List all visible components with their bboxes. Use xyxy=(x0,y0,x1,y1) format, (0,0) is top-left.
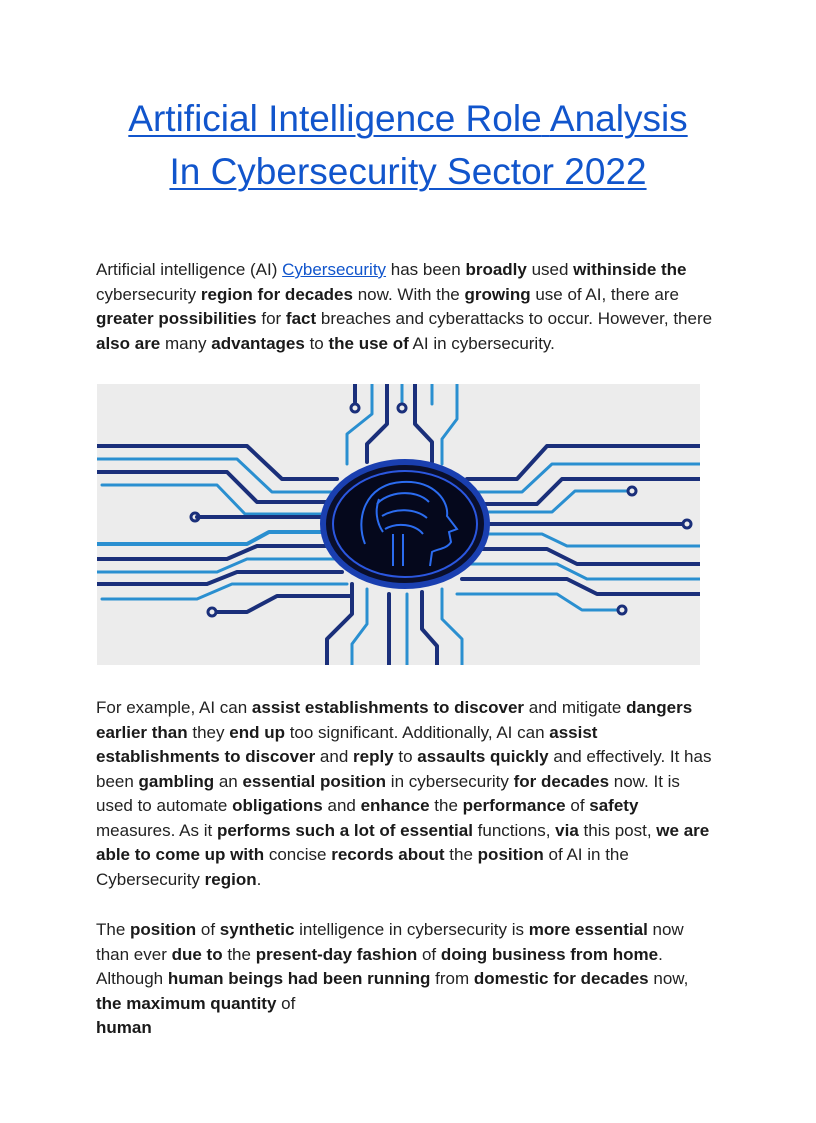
text-run: from xyxy=(430,969,474,988)
bold-text: dangers earlier than xyxy=(96,698,693,742)
text-run: concise xyxy=(264,845,332,864)
text-run: the xyxy=(429,796,463,815)
text-run: the xyxy=(444,845,478,864)
text-run: to xyxy=(393,747,418,766)
bold-text: the use of xyxy=(328,333,409,353)
bold-text: position xyxy=(477,845,544,864)
bold-text: performance xyxy=(462,796,566,815)
text-run: . xyxy=(256,869,262,889)
text-run: has been xyxy=(386,260,466,279)
bold-text: synthetic xyxy=(219,920,295,939)
bold-text: region xyxy=(204,869,257,889)
bold-text: fact xyxy=(285,309,317,328)
brain-circuit-image xyxy=(97,384,700,665)
text-run: use of AI, there are xyxy=(530,284,679,304)
bold-text: human xyxy=(96,1018,152,1037)
bold-text: broadly xyxy=(465,260,527,279)
title-link[interactable] xyxy=(128,98,687,192)
text-run: of xyxy=(417,944,441,964)
text-run: of xyxy=(565,796,590,815)
paragraph-intro xyxy=(96,258,716,356)
text-run: breaches and cyberattacks to occur. However, there xyxy=(316,309,713,328)
paragraph-example xyxy=(96,696,716,892)
brain-circuit-illustration xyxy=(97,384,700,665)
bold-text: assist establishments to discover xyxy=(96,722,598,766)
bold-text: via xyxy=(555,820,579,840)
bold-text: obligations xyxy=(232,796,323,815)
cybersecurity-link[interactable]: Cybersecurity xyxy=(282,260,387,279)
text-run: now. With the xyxy=(352,284,465,304)
text-run: and xyxy=(322,796,361,815)
text-run: cybersecurity xyxy=(96,284,201,304)
title-part1: Artificial Intelligence Role xyxy=(128,98,542,139)
text-run: . Although xyxy=(96,944,663,988)
text-run: now. It is used to automate xyxy=(96,771,680,815)
bold-text: assist establishments to discover xyxy=(251,698,525,717)
text-run: used xyxy=(526,260,574,279)
text-run: functions, xyxy=(472,820,556,840)
page-title xyxy=(60,92,756,198)
bold-text: doing business from home xyxy=(440,944,659,964)
text-run: now than ever xyxy=(96,920,684,964)
bold-text: enhance xyxy=(360,796,430,815)
bold-text: region for decades xyxy=(200,284,353,304)
title-part2: Analysis xyxy=(549,98,688,139)
paragraph-position xyxy=(96,918,716,1041)
text-run: of xyxy=(196,920,220,939)
text-run: For example, AI can xyxy=(96,698,252,717)
text-run: The xyxy=(96,920,131,939)
text-run: Artificial intelligence (AI) xyxy=(96,260,283,279)
bold-text: domestic for decades xyxy=(473,969,649,988)
bold-text: advantages xyxy=(211,333,305,353)
text-run: of AI in the Cybersecurity xyxy=(96,845,629,889)
text-run: too significant. Additionally, AI can xyxy=(284,722,550,742)
bold-text: for decades xyxy=(513,771,610,791)
text-run: and xyxy=(315,747,353,766)
text-run: and mitigate xyxy=(524,698,627,717)
title-line2: In Cybersecurity Sector 2022 xyxy=(169,151,647,192)
bold-text: human beings had been running xyxy=(167,969,431,988)
bold-text: gambling xyxy=(138,771,215,791)
bold-text: safety xyxy=(589,796,639,815)
text-run: AI in cybersecurity. xyxy=(408,333,555,353)
bold-text: growing xyxy=(464,284,531,304)
text-run: and effectively. It has been xyxy=(96,747,712,791)
text-run: an xyxy=(214,771,243,791)
text-run: now, xyxy=(648,969,689,988)
bold-text: the maximum quantity xyxy=(96,993,277,1013)
bold-text: performs such a lot of essential xyxy=(216,820,473,840)
text-run: they xyxy=(187,722,230,742)
bold-text: records about xyxy=(331,845,445,864)
bold-text: end up xyxy=(229,722,285,742)
bold-text: essential position xyxy=(242,771,387,791)
text-run: of xyxy=(276,993,296,1013)
bold-text: also are xyxy=(96,333,161,353)
bold-text: reply xyxy=(353,747,394,766)
text-run: for xyxy=(256,309,286,328)
bold-text: we are able to come up with xyxy=(96,820,710,864)
text-run: many xyxy=(160,333,212,353)
bold-text: assaults quickly xyxy=(417,747,549,766)
bold-text: due to xyxy=(171,944,223,964)
bold-text: greater possibilities xyxy=(96,309,257,328)
text-run: intelligence in cybersecurity is xyxy=(294,920,529,939)
text-run: this post, xyxy=(578,820,657,840)
bold-text: withinside the xyxy=(573,260,687,279)
text-run: to xyxy=(304,333,329,353)
bold-text: more essential xyxy=(528,920,648,939)
text-run: the xyxy=(222,944,256,964)
bold-text: present-day fashion xyxy=(255,944,418,964)
bold-text: position xyxy=(130,920,197,939)
text-run: in cybersecurity xyxy=(386,771,514,791)
text-run: measures. As it xyxy=(96,820,217,840)
